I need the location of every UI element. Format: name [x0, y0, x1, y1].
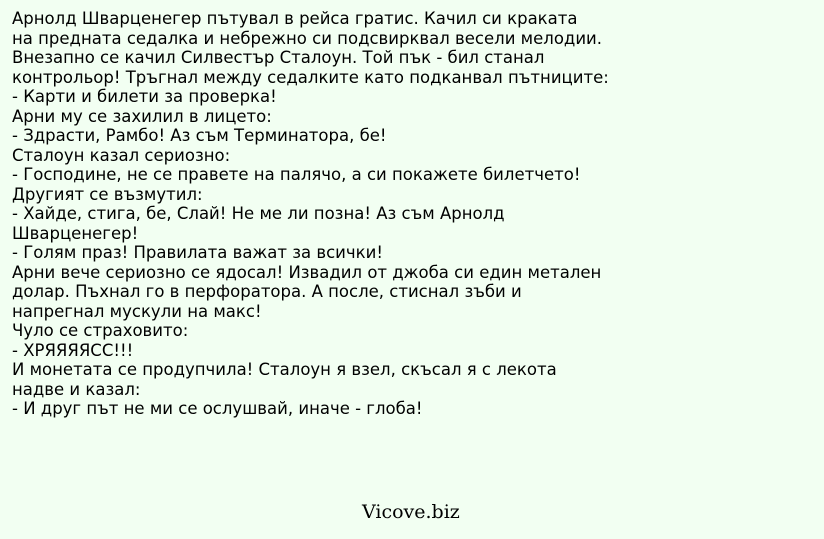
joke-line: на предната седалка и небрежно си подсвирквал весели мелодии. — [12, 28, 603, 48]
joke-line: Внезапно се качил Силвестър Сталоун. Той пък - бил станал — [12, 48, 545, 67]
joke-line: Сталоун казал сериозно: — [12, 145, 231, 165]
joke-line: напрегнал мускули на макс! — [12, 301, 262, 321]
joke-line: - Здрасти, Рамбо! Аз съм Терминатора, бе! — [12, 126, 387, 145]
joke-line: Арни вече сериозно се ядосал! Извадил от джоба си един метален — [12, 262, 602, 282]
joke-line: Чуло се страховито: — [12, 321, 189, 340]
joke-line: - И друг път не ми се ослушвай, иначе - глоба! — [12, 399, 423, 418]
joke-line: - Голям праз! Правилата важат за всички! — [12, 243, 383, 262]
joke-text — [12, 9, 817, 419]
joke-line: Арни му се захилил в лицето: — [12, 106, 272, 126]
joke-line: И монетата се продупчила! Сталоун я взел, скъсал я с лекота — [12, 360, 557, 379]
joke-line: надве и казал: — [12, 379, 141, 399]
joke-line: контрольор! Тръгнал между седалките като подканвал пътниците: — [12, 67, 609, 87]
joke-line: Другият се възмутил: — [12, 184, 203, 204]
joke-line: Арнолд Шварценегер пътувал в рейса гратис. Качил си краката — [12, 9, 578, 28]
joke-line: Шварценегер! — [12, 223, 139, 243]
site-watermark: Vicove.biz — [362, 501, 460, 523]
joke-line: - Господине, не се правете на палячо, а си покажете билетчето! — [12, 165, 581, 184]
joke-line: - Хайде, стига, бе, Слай! Не ме ли позна! Аз съм Арнолд — [12, 204, 505, 223]
joke-line: - Карти и билети за проверка! — [12, 87, 277, 106]
joke-line: долар. Пъхнал го в перфоратора. А после, стиснал зъби и — [12, 282, 522, 301]
joke-line: - ХРЯЯЯЯСС!!! — [12, 340, 134, 360]
